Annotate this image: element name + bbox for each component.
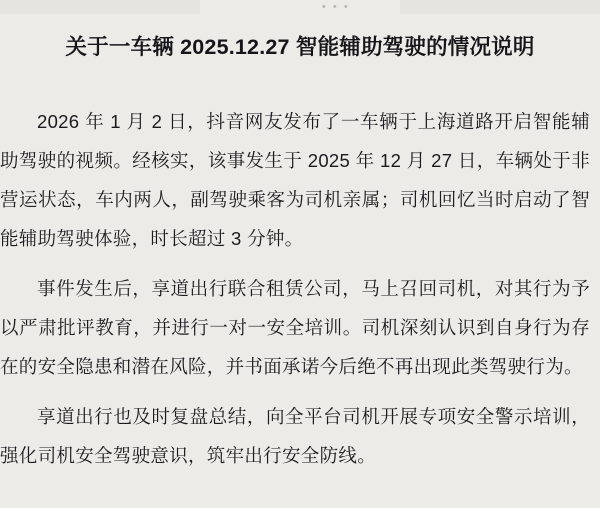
document-sheet: [0, 14, 600, 508]
more-options-icon[interactable]: • • •: [322, 1, 350, 13]
paragraph: 2026 年 1 月 2 日，抖音网友发布了一车辆于上海道路开启智能辅助驾驶的视频。经核实，该事发生于 2025 年 12 月 27 日，车辆处于非营运状态，车内两人，副驾驶乘客为司机亲属；司机回忆当时启动了智能辅助驾驶体验，时长超过 3 分钟。: [0, 111, 590, 249]
paragraph: 享道出行也及时复盘总结，向全平台司机开展专项安全警示培训，强化司机安全驾驶意识，筑牢出行安全防线。: [0, 406, 590, 466]
page-title: 关于一车辆 2025.12.27 智能辅助驾驶的情况说明: [65, 35, 535, 59]
document-body: [0, 102, 590, 475]
paragraph: 事件发生后，享道出行联合租赁公司，马上召回司机，对其行为予以严肃批评教育，并进行一对一安全培训。司机深刻认识到自身行为存在的安全隐患和潜在风险，并书面承诺今后绝不再出现此类驾驶行为。: [0, 278, 590, 377]
